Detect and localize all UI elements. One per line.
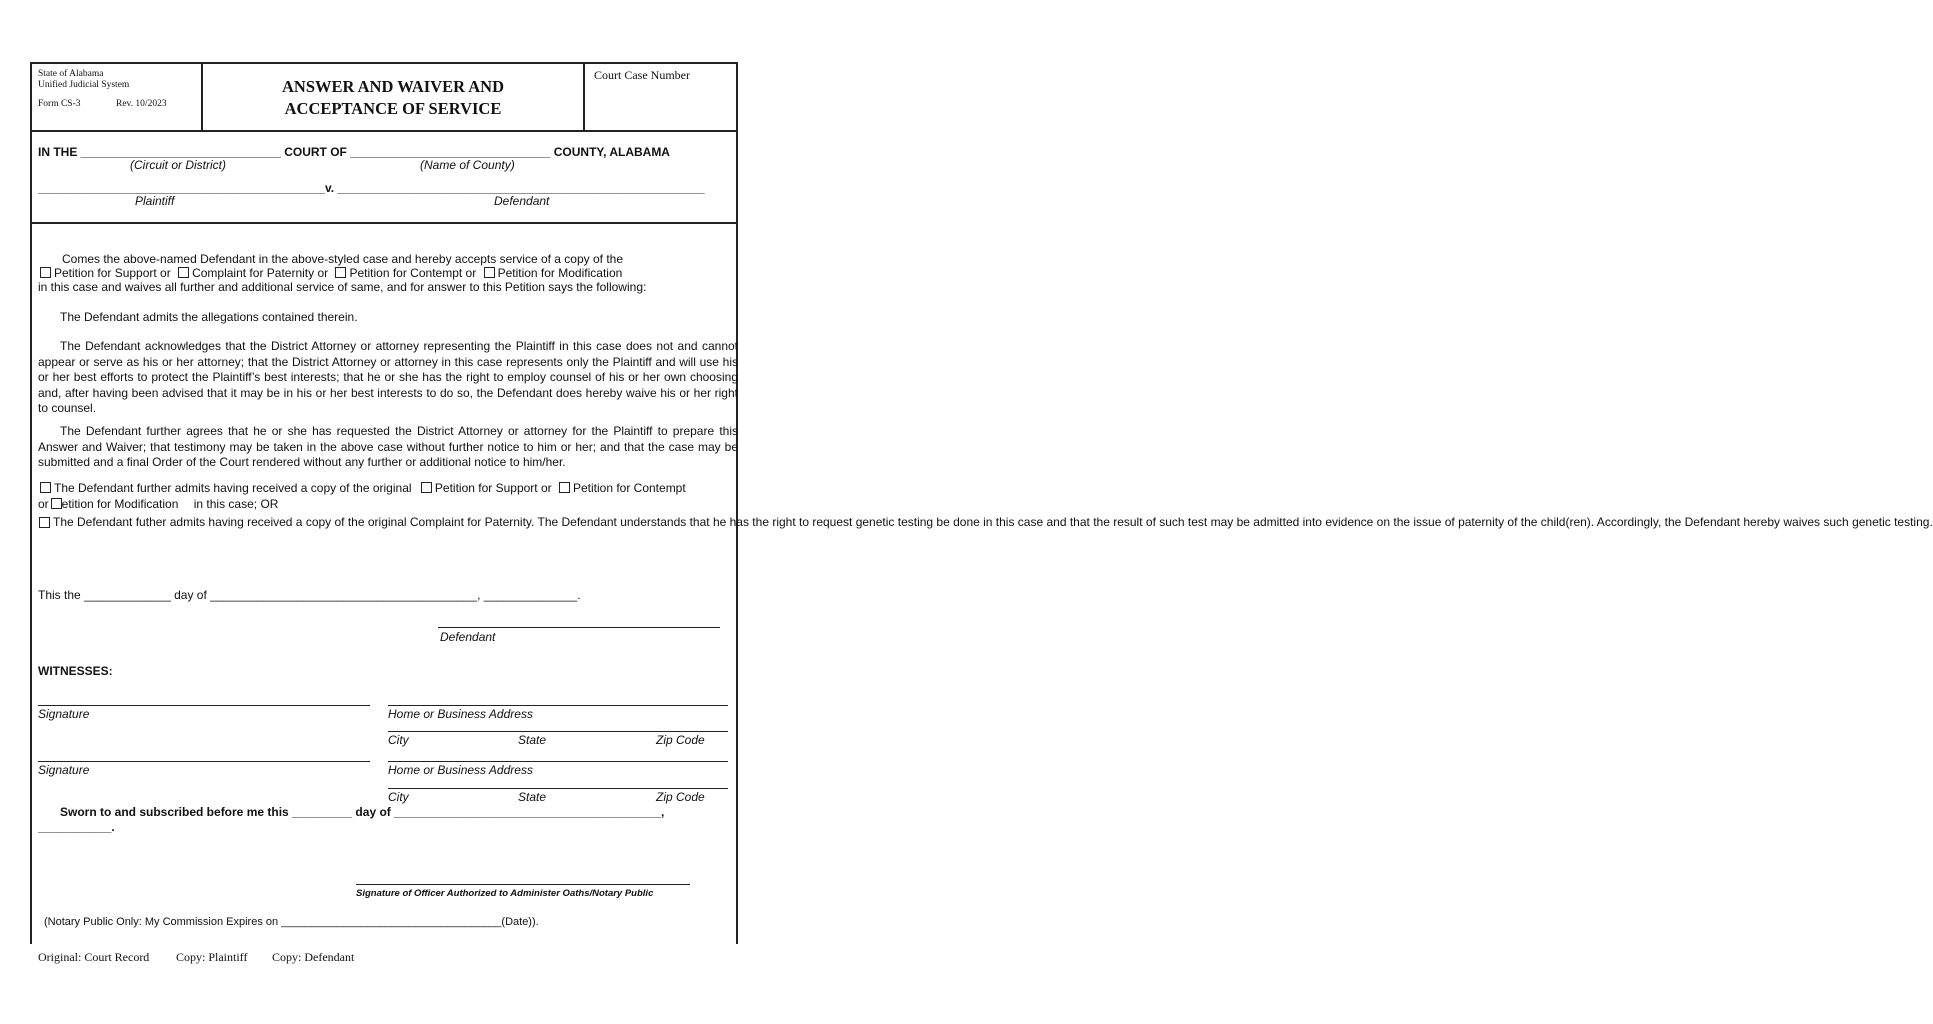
witness-2-signature-label: Signature	[38, 763, 90, 777]
footer-original: Original: Court Record	[38, 950, 150, 964]
caption-versus-line[interactable]: ___________________________________________v. _______________________________________________________	[38, 181, 705, 195]
caption-divider	[30, 222, 738, 224]
received-or-label: or	[38, 497, 49, 511]
plaintiff-hint: Plaintiff	[135, 194, 175, 208]
received-row-2	[38, 497, 278, 511]
paternity-received-block	[38, 514, 1933, 531]
received-tail-label: in this case; OR	[193, 497, 279, 511]
petition-contempt-label: Petition for Contempt or	[349, 266, 477, 280]
header-right-divider	[583, 62, 585, 132]
sworn-year-line[interactable]: ___________.	[38, 820, 115, 834]
defendant-hint: Defendant	[494, 194, 550, 208]
witness-1-zip-label: Zip Code	[656, 733, 705, 747]
witness-1-state-label: State	[518, 733, 547, 747]
received-row-1	[40, 481, 686, 495]
received-original-label: The Defendant further admits having received a copy of the original	[54, 481, 412, 495]
complaint-paternity-label: Complaint for Paternity or	[192, 266, 329, 280]
sworn-line[interactable]: Sworn to and subscribed before me this _________ day of ________________________________________,	[60, 805, 665, 819]
witness-1-city-label: City	[388, 733, 409, 747]
page-title	[203, 76, 583, 120]
witness-2-address-label: Home or Business Address	[388, 763, 533, 777]
paternity-received-checkbox[interactable]	[39, 517, 50, 528]
witness-1-address-label: Home or Business Address	[388, 707, 533, 721]
witness-2-city-line[interactable]	[388, 788, 728, 789]
header-form-number: Form CS-3	[38, 99, 81, 109]
witness-2-city-label: City	[388, 790, 409, 804]
received-modification-label: etition for Modification	[61, 497, 179, 511]
witness-1-address-line[interactable]	[388, 705, 728, 706]
complaint-paternity-checkbox[interactable]	[178, 267, 189, 278]
petition-support-label: Petition for Support or	[54, 266, 171, 280]
title-line-2: ACCEPTANCE OF SERVICE	[284, 99, 502, 118]
defendant-signature-line[interactable]	[438, 627, 720, 628]
title-line-1: ANSWER AND WAIVER AND	[281, 77, 505, 96]
petition-modification-label: Petition for Modification	[497, 266, 623, 280]
county-hint: (Name of County)	[420, 158, 515, 172]
date-line[interactable]: This the _____________ day of ________________________________________, ______________.	[38, 588, 581, 602]
received-support-checkbox[interactable]	[421, 482, 432, 493]
circuit-hint: (Circuit or District)	[130, 158, 226, 172]
paternity-received-paragraph: The Defendant futher admits having received a copy of the original Complaint for Paternity. The Defendant understands that he has the right to request genetic testing be done in this case and that the result of such test may be admitted into evidence on the issue of paternity of the child(ren). Accordingly, the Defendant hereby waives such genetic testing.	[53, 515, 1933, 529]
received-support-label: Petition for Support or	[434, 481, 552, 495]
received-contempt-checkbox[interactable]	[559, 482, 570, 493]
acknowledges-paragraph: The Defendant acknowledges that the District Attorney or attorney representing the Plaintiff in this case does not and cannot appear or serve as his or her attorney; that the District Attorney or attorney in this case represents only the Plaintiff and will use his or her best efforts to protect the Plaintiff’s best interests; that he or she has the right to employ counsel of his or her own choosing and, after having been advised that it may be in his or her best interests to do so, the Defendant does hereby waive his or her right to counsel.	[38, 339, 738, 415]
witness-2-zip-label: Zip Code	[656, 790, 705, 804]
witnesses-heading: WITNESSES:	[38, 664, 113, 678]
petition-options-row	[40, 266, 622, 280]
admits-paragraph: The Defendant admits the allegations contained therein.	[60, 310, 358, 324]
intro-line-1: Comes the above-named Defendant in the above-styled case and hereby accepts service of a copy of the	[62, 252, 623, 266]
notary-signature-line[interactable]	[356, 884, 690, 885]
received-original-checkbox[interactable]	[40, 482, 51, 493]
intro-line-3: in this case and waives all further and additional service of same, and for answer to this Petition says the following:	[38, 280, 647, 294]
petition-support-checkbox[interactable]	[40, 267, 51, 278]
notary-signature-label: Signature of Officer Authorized to Administer Oaths/Notary Public	[356, 888, 654, 899]
received-contempt-label: Petition for Contempt	[572, 481, 686, 495]
witness-2-address-line[interactable]	[388, 761, 728, 762]
header-divider	[30, 130, 738, 132]
witness-1-signature-line[interactable]	[38, 705, 370, 706]
court-case-number-label: Court Case Number	[594, 68, 690, 82]
header-state: State of Alabama	[38, 69, 104, 79]
caption-in-the-line[interactable]: IN THE ______________________________ COURT OF ______________________________ COUNTY, ALABAMA	[38, 145, 670, 159]
witness-1-city-line[interactable]	[388, 731, 728, 732]
petition-contempt-checkbox[interactable]	[335, 267, 346, 278]
header-system: Unified Judicial System	[38, 80, 130, 90]
witness-1-signature-label: Signature	[38, 707, 90, 721]
notary-commission-line[interactable]: (Notary Public Only: My Commission Expires on ____________________________________(Date)).	[44, 916, 539, 928]
agrees-paragraph: The Defendant further agrees that he or she has requested the District Attorney or attorney for the Plaintiff to prepare this Answer and Waiver; that testimony may be taken in the above case without further notice to him or her; and that the case may be submitted and a final Order of the Court rendered without any further or additional notice to him/her.	[38, 424, 738, 469]
footer-copy-plaintiff: Copy: Plaintiff	[176, 950, 248, 964]
witness-2-signature-line[interactable]	[38, 761, 370, 762]
header-revision: Rev. 10/2023	[116, 99, 167, 109]
footer-copy-defendant: Copy: Defendant	[272, 950, 355, 964]
petition-modification-checkbox[interactable]	[484, 267, 495, 278]
defendant-signature-label: Defendant	[440, 630, 496, 644]
witness-2-state-label: State	[518, 790, 547, 804]
received-modification-checkbox[interactable]	[51, 498, 62, 509]
